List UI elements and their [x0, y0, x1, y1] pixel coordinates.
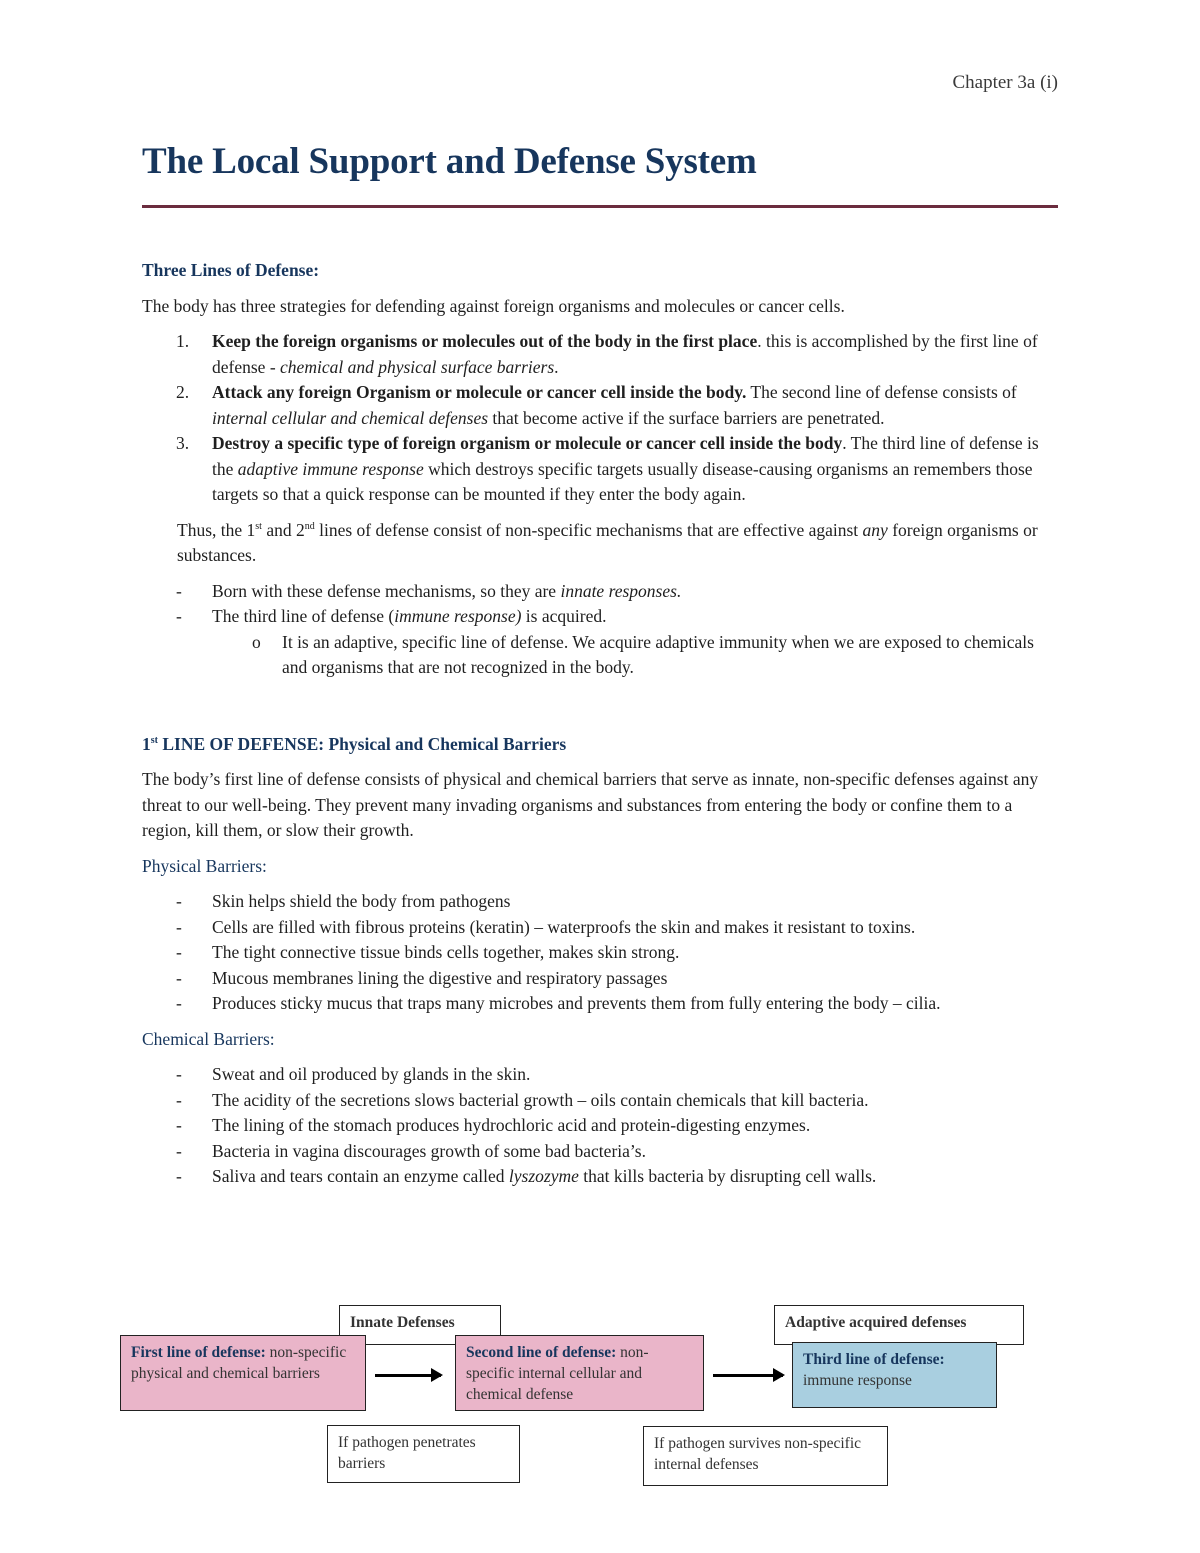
adaptive-defenses-label: Adaptive acquired defenses: [774, 1305, 1024, 1345]
list-item: 2. Attack any foreign Organism or molecule or cancer cell inside the body. The second line of defense consists of internal cellular and chemical defenses that become active if the surface barriers are penetrated.: [176, 382, 1017, 428]
list-item: - Saliva and tears contain an enzyme called lyszozyme that kills bacteria by disrupting cell walls.: [176, 1166, 877, 1186]
list-item: - Produces sticky mucus that traps many microbes and prevents them from fully entering the body – cilia.: [176, 993, 941, 1013]
first-line-intro: The body’s first line of defense consists of physical and chemical barriers that serve as innate, non-specific defenses against any threat to our well-being. They prevent many invading organisms and substances from entering the body or confine them to a region, kill them, or slow their growth.: [142, 769, 1039, 840]
arrow-right-icon: [375, 1374, 441, 1377]
list-item: o It is an adaptive, specific line of defense. We acquire adaptive immunity when we are exposed to chemicals and organisms that are not recognized in the body.: [252, 631, 1034, 677]
list-item: - The lining of the stomach produces hydrochloric acid and protein-digesting enzymes.: [176, 1115, 811, 1135]
list-item: - The third line of defense (immune response) is acquired.: [176, 606, 607, 626]
adaptive-subbullets: [142, 630, 1062, 681]
third-line-box: Third line of defense: immune response: [792, 1342, 997, 1408]
list-item: - The acidity of the secretions slows bacterial growth – oils contain chemicals that kill bacteria.: [176, 1089, 869, 1110]
list-item: - Skin helps shield the body from pathogens: [176, 891, 511, 911]
first-line-box: First line of defense: non-specific physical and chemical barriers: [120, 1335, 366, 1411]
thus-paragraph: Thus, the 1st and 2nd lines of defense consist of non-specific mechanisms that are effective against any foreign organisms or substances.: [177, 519, 1038, 565]
list-item: 1. Keep the foreign organisms or molecules out of the body in the first place. this is accomplished by the first line of defense - chemical and physical surface barriers.: [176, 331, 1038, 377]
list-item: - Sweat and oil produced by glands in the skin.: [176, 1064, 531, 1084]
list-item: - Cells are filled with fibrous proteins (keratin) – waterproofs the skin and makes it resistant to toxins.: [176, 916, 916, 937]
list-item: - Bacteria in vagina discourages growth of some bad bacteria’s.: [176, 1140, 646, 1161]
list-item: - Born with these defense mechanisms, so they are innate responses.: [176, 580, 682, 601]
chapter-label: Chapter 3a (i): [952, 72, 1058, 93]
physical-barriers-heading: Physical Barriers:: [142, 855, 267, 876]
innate-bullets: [142, 579, 1062, 630]
innate-defenses-label: Innate Defenses: [339, 1305, 501, 1345]
list-item: - Mucous membranes lining the digestive and respiratory passages: [176, 967, 668, 988]
second-line-box: Second line of defense: non-specific internal cellular and chemical defense: [455, 1335, 704, 1411]
list-item: 3. Destroy a specific type of foreign organism or molecule or cancer cell inside the body. The third line of defense is the adaptive immune response which destroys specific targets usually disease-causing organisms an remembers those targets so that a quick response can be mounted if they enter the body again.: [176, 433, 1039, 504]
three-lines-list: [142, 329, 1062, 508]
physical-barriers-list: [142, 889, 1062, 1017]
first-line-heading: 1st LINE OF DEFENSE: Physical and Chemical Barriers: [142, 733, 567, 754]
title-rule: [142, 205, 1058, 208]
three-lines-heading: Three Lines of Defense:: [142, 260, 320, 280]
chemical-barriers-list: [142, 1062, 1062, 1190]
three-lines-intro: The body has three strategies for defending against foreign organisms and molecules or cancer cells.: [142, 295, 845, 316]
chemical-barriers-heading: Chemical Barriers:: [142, 1028, 275, 1049]
note-penetrates-barriers: If pathogen penetrates barriers: [327, 1425, 520, 1483]
page-title: The Local Support and Defense System: [142, 141, 757, 182]
main-content: [142, 258, 1062, 1190]
list-item: - The tight connective tissue binds cells together, makes skin strong.: [176, 942, 680, 962]
arrow-right-icon: [713, 1374, 783, 1377]
note-survives-internal-defenses: If pathogen survives non-specific internal defenses: [643, 1426, 888, 1486]
